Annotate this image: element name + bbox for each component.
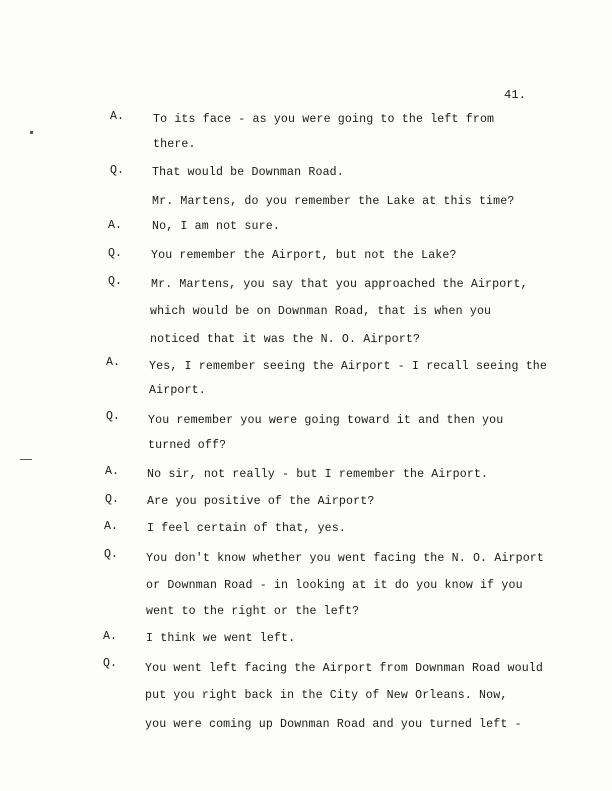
transcript-line: I think we went left. xyxy=(146,632,296,645)
speaker-label: Q. xyxy=(103,657,117,670)
transcript-line: You went left facing the Airport from Downman Road would xyxy=(145,662,544,675)
speaker-label: A. xyxy=(106,356,120,369)
speaker-label: A. xyxy=(108,219,122,232)
speaker-label: Q. xyxy=(104,548,118,561)
transcript-line: You remember the Airport, but not the Lake? xyxy=(151,249,457,262)
transcript-line: To its face - as you were going to the left from xyxy=(153,113,495,126)
speaker-label: Q. xyxy=(106,410,120,423)
transcript-line: No sir, not really - but I remember the Airport. xyxy=(147,468,489,481)
transcript-line: turned off? xyxy=(148,439,227,452)
speaker-label: Q. xyxy=(108,275,122,288)
page-number: 41. xyxy=(504,88,527,102)
transcript-line: Mr. Martens, do you remember the Lake at this time? xyxy=(152,195,515,208)
transcript-line: You don't know whether you went facing the N. O. Airport xyxy=(146,552,545,565)
transcript-line: I feel certain of that, yes. xyxy=(147,522,347,535)
speaker-label: A. xyxy=(110,110,124,123)
transcript-line: there. xyxy=(153,138,196,151)
transcript-line: which would be on Downman Road, that is when you xyxy=(150,305,492,318)
transcript-line: went to the right or the left? xyxy=(146,605,360,618)
transcript-line: Airport. xyxy=(149,384,206,397)
margin-mark xyxy=(20,459,32,460)
speaker-label: A. xyxy=(104,520,118,533)
speaker-label: A. xyxy=(105,465,119,478)
transcript-line: Are you positive of the Airport? xyxy=(147,495,375,508)
transcript-line: or Downman Road - in looking at it do you know if you xyxy=(146,579,523,592)
speaker-label: Q. xyxy=(110,164,124,177)
transcript-line: That would be Downman Road. xyxy=(152,166,344,179)
transcript-line: You remember you were going toward it and then you xyxy=(148,414,504,427)
transcript-line: Yes, I remember seeing the Airport - I recall seeing the xyxy=(149,360,548,373)
speaker-label: Q. xyxy=(108,247,122,260)
speaker-label: A. xyxy=(103,630,117,643)
margin-mark xyxy=(30,131,33,134)
transcript-line: Mr. Martens, you say that you approached the Airport, xyxy=(151,278,528,291)
speaker-label: Q. xyxy=(105,493,119,506)
transcript-line: No, I am not sure. xyxy=(152,220,280,233)
transcript-line: you were coming up Downman Road and you turned left - xyxy=(145,718,522,731)
transcript-line: noticed that it was the N. O. Airport? xyxy=(150,333,421,346)
transcript-line: put you right back in the City of New Orleans. Now, xyxy=(145,689,508,702)
